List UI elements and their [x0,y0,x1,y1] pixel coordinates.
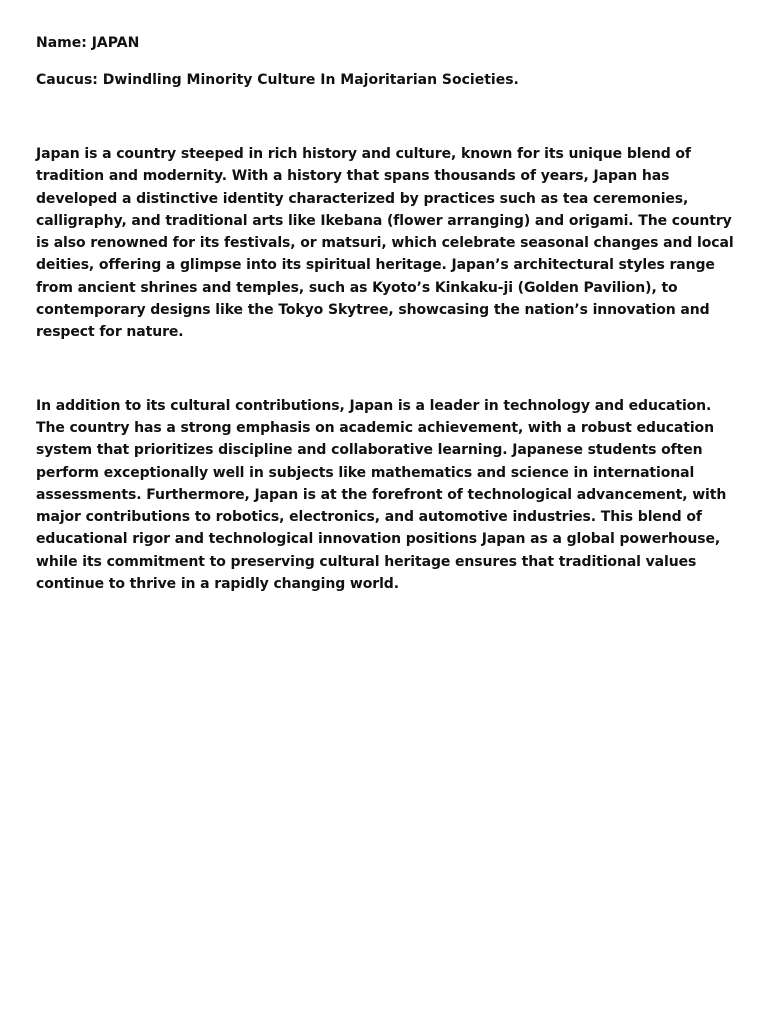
caucus-line: Caucus: Dwindling Minority Culture In Majoritarian Societies. [36,72,519,88]
paragraph-technology-education: In addition to its cultural contributions, Japan is a leader in technology and education. The country has a strong emphasis on academic achievement, with a robust education system that prioritizes discipline and collaborative learning. Japanese students often perform exceptionally well in subjects like mathematics and science in international assessments. Furthermore, Japan is at the forefront of technological advancement, with major contributions to robotics, electronics, and automotive industries. This blend of educational rigor and technological innovation positions Japan as a global powerhouse, while its commitment to preserving cultural heritage ensures that traditional values continue to thrive in a rapidly changing world. [36,397,727,593]
document-page [36,34,736,595]
name-line: Name: JAPAN [36,35,140,51]
paragraph-culture: Japan is a country steeped in rich history and culture, known for its unique blend of tradition and modernity. With a history that spans thousands of years, Japan has developed a distinctive identity characterized by practices such as tea ceremonies, calligraphy, and traditional arts like Ikebana (flower arranging) and origami. The country is also renowned for its festivals, or matsuri, which celebrate seasonal changes and local deities, offering a glimpse into its spiritual heritage. Japan’s architectural styles range from ancient shrines and temples, such as Kyoto’s Kinkaku-ji (Golden Pavilion), to contemporary designs like the Tokyo Skytree, showcasing the nation’s innovation and respect for nature. [36,146,734,341]
